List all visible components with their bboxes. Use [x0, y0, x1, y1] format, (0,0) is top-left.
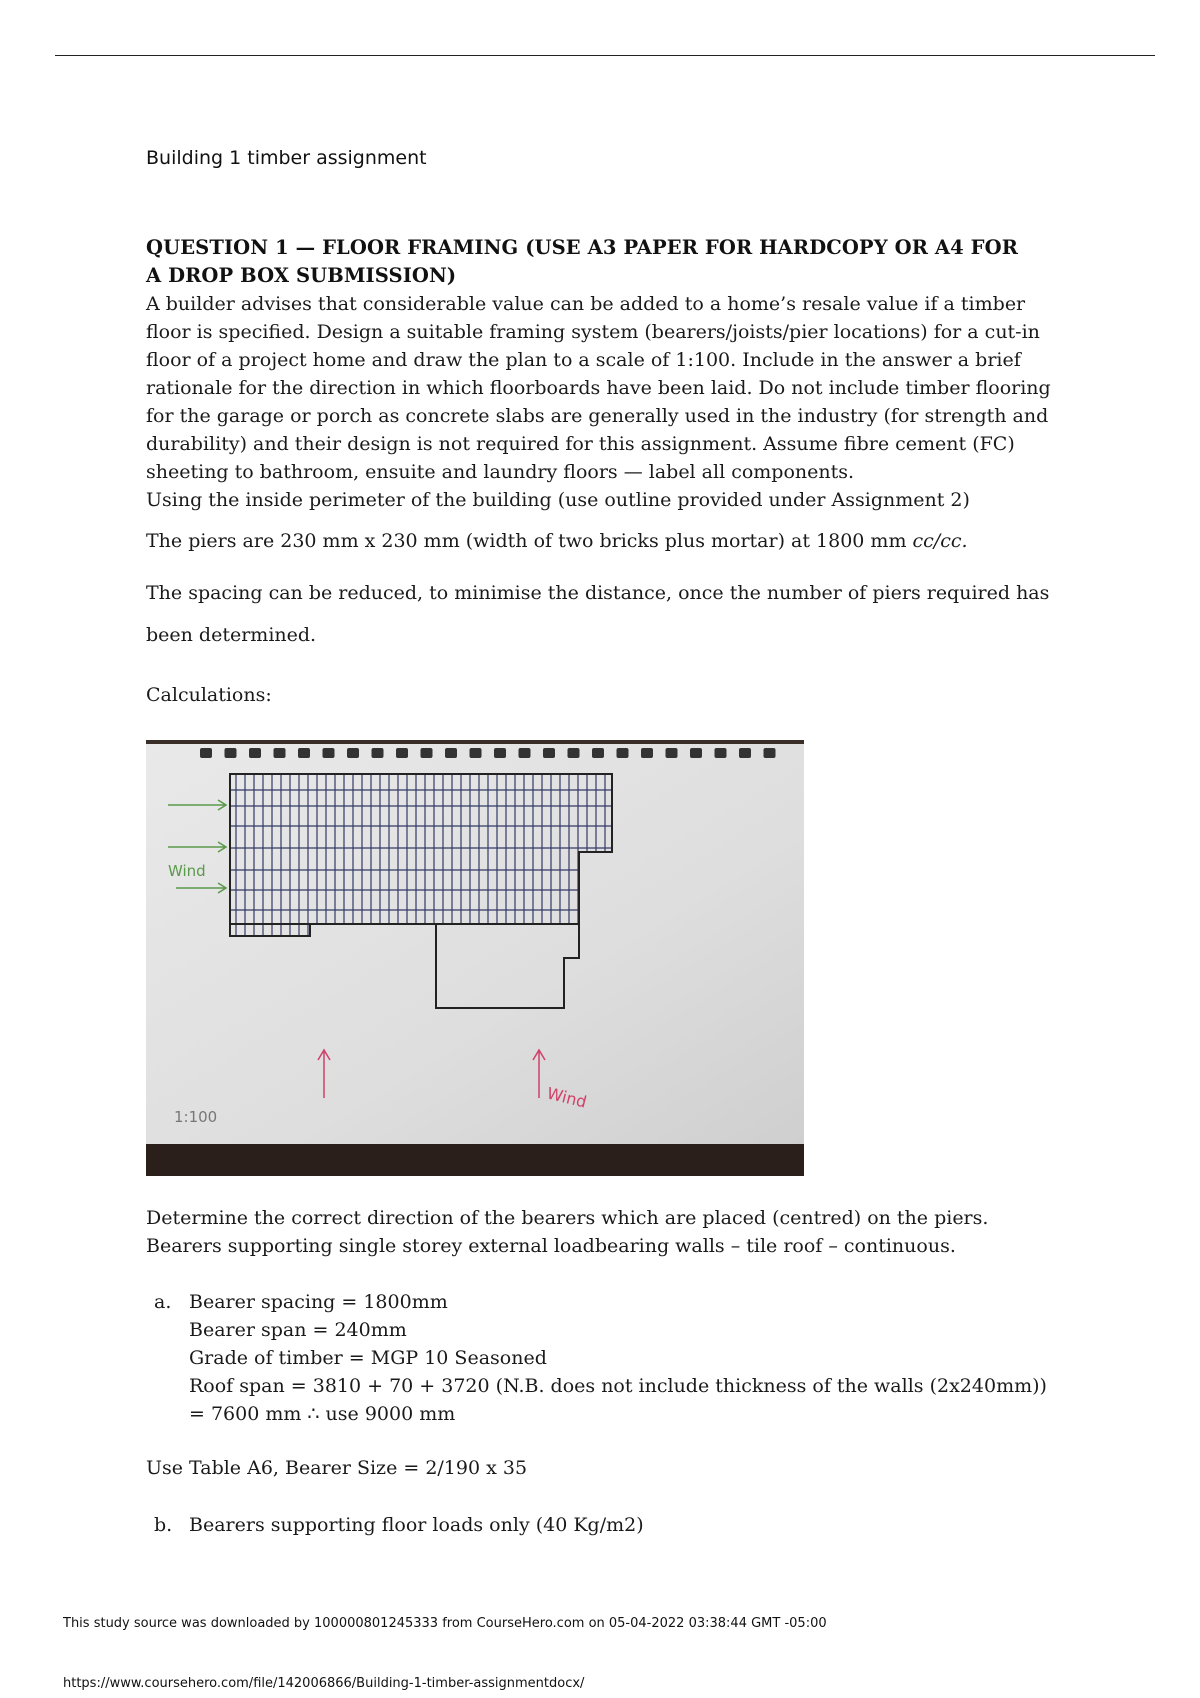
header-rule: [55, 55, 1155, 56]
spiral-hole: [519, 748, 531, 758]
spiral-hole: [249, 748, 261, 758]
spiral-hole: [200, 748, 212, 758]
determine-line-2: Bearers supporting single storey external loadbearing walls – tile roof – continuous.: [146, 1235, 956, 1257]
spiral-hole: [592, 748, 604, 758]
wind-label-left: Wind: [168, 862, 206, 880]
download-notice: This study source was downloaded by 100000801245333 from CourseHero.com on 05-04-2022 03:38:44 GMT -05:00: [63, 1616, 827, 1631]
document-title: Building 1 timber assignment: [146, 147, 427, 169]
body-line: floor is specified. Design a suitable framing system (bearers/joists/pier locations) for a cut-in: [146, 321, 1040, 343]
question-body: [146, 290, 1086, 514]
calculations-label: Calculations:: [146, 684, 272, 706]
spiral-hole: [494, 748, 506, 758]
spiral-hole: [470, 748, 482, 758]
spacing-line-2: been determined.: [146, 624, 317, 646]
spiral-hole: [641, 748, 653, 758]
spiral-hole: [225, 748, 237, 758]
piers-text: The piers are 230 mm x 230 mm (width of two bricks plus mortar) at 1800 mm: [146, 530, 913, 552]
body-line: for the garage or porch as concrete slabs are generally used in the industry (for strength and: [146, 405, 1049, 427]
spiral-hole: [543, 748, 555, 758]
body-line: sheeting to bathroom, ensuite and laundry floors — label all components.: [146, 461, 855, 483]
body-line: floor of a project home and draw the plan to a scale of 1:100. Include in the answer a brief: [146, 349, 1021, 371]
body-line: durability) and their design is not required for this assignment. Assume fibre cement (FC): [146, 433, 1015, 455]
list-item-b-text: Bearers supporting floor loads only (40 Kg/m2): [189, 1514, 644, 1536]
roof-span-result-line: = 7600 mm ∴ use 9000 mm: [189, 1403, 456, 1425]
spiral-hole: [715, 748, 727, 758]
spiral-hole: [617, 748, 629, 758]
question-heading: [146, 234, 1076, 290]
spacing-paragraph: [146, 572, 1086, 656]
list-marker-b: b.: [154, 1514, 173, 1536]
spiral-hole: [739, 748, 751, 758]
list-marker-a: a.: [154, 1291, 172, 1313]
question-heading-line-1: QUESTION 1 — FLOOR FRAMING (USE A3 PAPER FOR HARDCOPY OR A4 FOR: [146, 236, 1019, 259]
spiral-hole: [445, 748, 457, 758]
body-line: A builder advises that considerable value can be added to a home’s resale value if a timber: [146, 293, 1026, 315]
piers-paragraph: [146, 530, 1086, 552]
spiral-hole: [347, 748, 359, 758]
body-line: Using the inside perimeter of the building (use outline provided under Assignment 2): [146, 489, 970, 511]
spiral-hole: [764, 748, 776, 758]
body-line: rationale for the direction in which floorboards have been laid. Do not include timber flooring: [146, 377, 1051, 399]
piers-italic: cc/cc.: [912, 530, 968, 552]
spiral-hole: [568, 748, 580, 758]
spiral-hole: [274, 748, 286, 758]
spiral-hole: [421, 748, 433, 758]
question-heading-line-2: A DROP BOX SUBMISSION): [146, 264, 457, 287]
spiral-hole: [372, 748, 384, 758]
determine-paragraph: [146, 1204, 1086, 1260]
bearer-spacing-line: Bearer spacing = 1800mm: [189, 1291, 448, 1313]
wind-label-bottom: Wind: [545, 1083, 589, 1112]
determine-line-1: Determine the correct direction of the bearers which are placed (centred) on the piers.: [146, 1207, 989, 1229]
scale-label: 1:100: [174, 1108, 218, 1126]
spiral-hole: [666, 748, 678, 758]
floor-plan-photo: [146, 740, 804, 1176]
spiral-hole: [690, 748, 702, 758]
spiral-hole: [298, 748, 310, 758]
table-reference: Use Table A6, Bearer Size = 2/190 x 35: [146, 1457, 528, 1479]
roof-span-line: Roof span = 3810 + 70 + 3720 (N.B. does not include thickness of the walls (2x240mm)): [189, 1375, 1047, 1397]
timber-grade-line: Grade of timber = MGP 10 Seasoned: [189, 1347, 547, 1369]
list-item-a-lines: [189, 1288, 1109, 1428]
spacing-line-1: The spacing can be reduced, to minimise the distance, once the number of piers required has: [146, 582, 1050, 604]
source-url-link[interactable]: https://www.coursehero.com/file/142006866/Building-1-timber-assignmentdocx/: [63, 1676, 585, 1691]
spiral-hole: [323, 748, 335, 758]
spiral-hole: [396, 748, 408, 758]
bearer-span-line: Bearer span = 240mm: [189, 1319, 407, 1341]
